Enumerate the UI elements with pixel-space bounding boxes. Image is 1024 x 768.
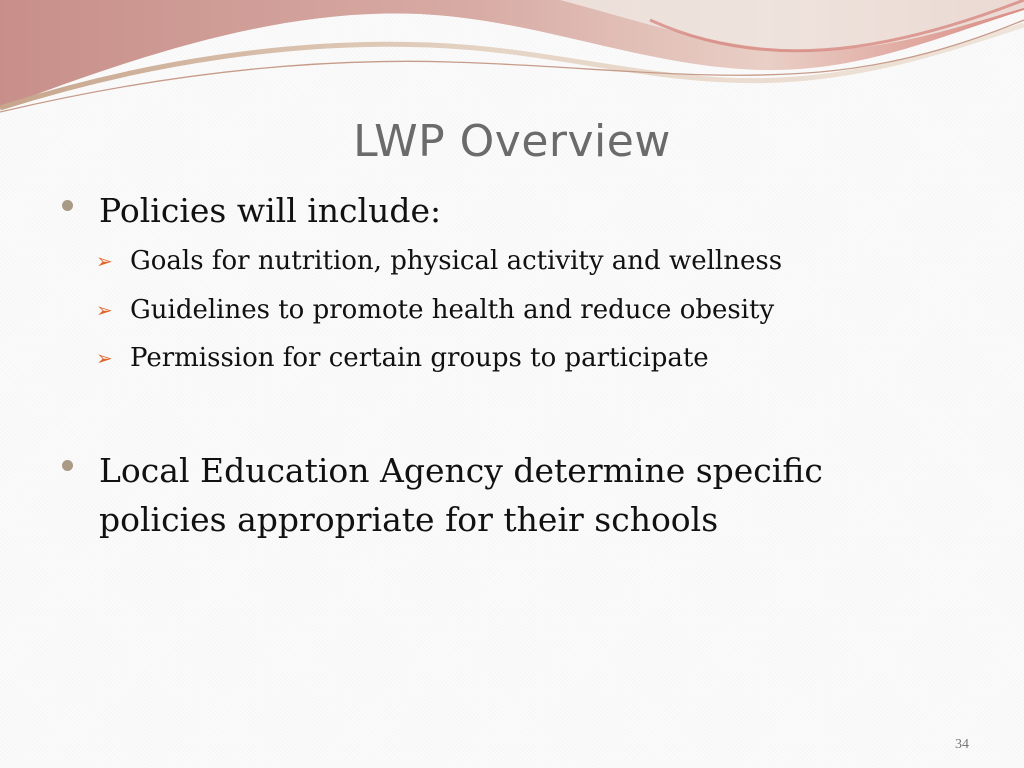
arrow-bullet-icon: ➢: [96, 298, 113, 322]
sub-bullet-text-3: Permission for certain groups to participate: [130, 343, 709, 373]
slide-number: 34: [955, 737, 969, 752]
bullet-dot-icon: [62, 460, 73, 471]
sub-bullet-item-1: [96, 246, 782, 276]
sub-bullet-text-1: Goals for nutrition, physical activity and wellness: [130, 246, 783, 276]
bullet-item-2: [62, 446, 882, 544]
header-wave-decoration: [0, 0, 1024, 120]
slide-title: LWP Overview: [353, 116, 671, 167]
bullet-item-1: [62, 186, 882, 235]
sub-bullet-item-3: [96, 343, 709, 373]
arrow-bullet-icon: ➢: [96, 346, 113, 370]
sub-bullet-item-2: [96, 295, 774, 325]
bullet-text-2: Local Education Agency determine specific policies appropriate for their schools: [99, 451, 823, 539]
bullet-dot-icon: [62, 200, 73, 211]
bullet-text-1: Policies will include:: [99, 191, 442, 230]
arrow-bullet-icon: ➢: [96, 249, 113, 273]
sub-bullet-text-2: Guidelines to promote health and reduce obesity: [130, 295, 775, 325]
